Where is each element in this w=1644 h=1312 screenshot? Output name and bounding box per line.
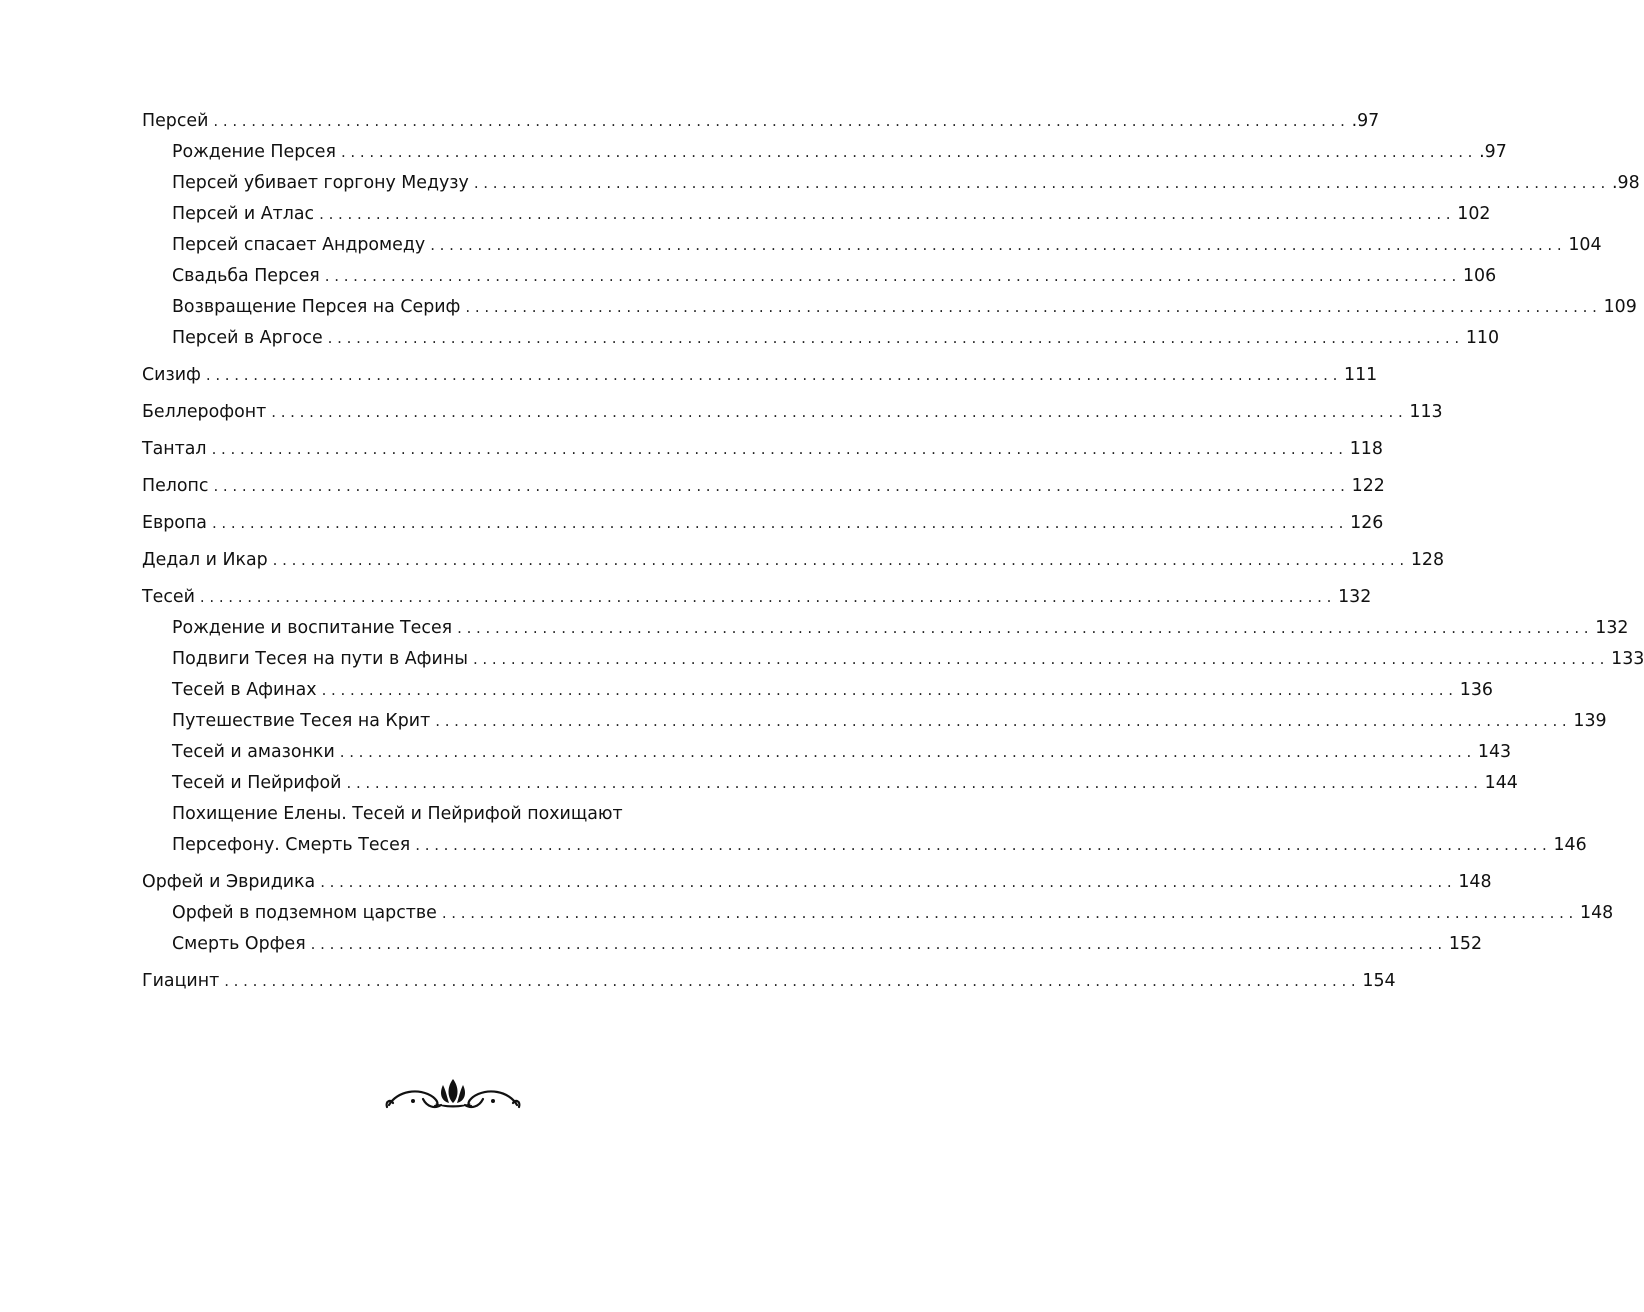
toc-entry-title: Сизиф	[142, 365, 201, 385]
dot-leader: ........................................................................................................................	[213, 477, 1350, 495]
toc-entry-title: Беллерофонт	[142, 402, 267, 422]
toc-entry-page: 102	[1457, 204, 1491, 224]
toc-entry[interactable]	[142, 230, 1602, 261]
toc-entry-page: .97	[1351, 111, 1380, 131]
toc-entry-page: 136	[1459, 680, 1493, 700]
toc-entry[interactable]	[142, 706, 1607, 737]
toc-entry[interactable]	[142, 830, 1587, 861]
toc-entry-title: Персей и Атлас	[172, 204, 315, 224]
toc-entry-page: 133	[1611, 649, 1644, 669]
toc-entry-page: .98	[1612, 173, 1640, 193]
toc-entry[interactable]	[142, 644, 1644, 675]
toc-entry-page: 110	[1465, 328, 1500, 348]
dot-leader: ........................................................................................................................	[320, 873, 1457, 891]
toc-entry-title: Свадьба Персея	[172, 266, 320, 286]
toc-entry[interactable]	[142, 613, 1629, 644]
toc-entry-page: 109	[1603, 297, 1637, 317]
dot-leader: ........................................................................................................................	[472, 650, 1610, 668]
dot-leader: ........................................................................................................................	[211, 440, 1348, 458]
toc-entry-page: 128	[1410, 550, 1445, 570]
dot-leader: ........................................................................................................................	[224, 972, 1361, 990]
toc-entry[interactable]	[142, 929, 1483, 960]
toc-entry-page: 132	[1595, 618, 1629, 638]
dot-leader: ........................................................................................................................	[435, 712, 1572, 730]
toc-entry-page: 126	[1350, 513, 1384, 533]
toc-entry[interactable]	[142, 323, 1500, 354]
toc-entry-title: Смерть Орфея	[172, 934, 306, 954]
toc-entry-page: 146	[1553, 835, 1587, 855]
dot-leader: ........................................................................................................................	[319, 205, 1456, 223]
floral-ornament-icon	[383, 1075, 523, 1115]
toc-entry-page: 113	[1409, 402, 1443, 422]
dot-leader: ........................................................................................................................	[339, 743, 1476, 761]
toc-entry-continued[interactable]	[142, 799, 760, 830]
toc-entry-page: 118	[1349, 439, 1383, 459]
toc-entry-title: Подвиги Тесея на пути в Афины	[172, 649, 468, 669]
dot-leader: ........................................................................................................................	[199, 588, 1337, 606]
toc-entry-title: Рождение Персея	[172, 142, 336, 162]
dot-leader: ........................................................................................................................	[457, 619, 1594, 637]
toc-entry-title: Гиацинт	[142, 971, 220, 991]
dot-leader: ........................................................................................................................	[205, 366, 1343, 384]
toc-entry-page: 132	[1338, 587, 1372, 607]
toc-entry-page: 111	[1344, 365, 1378, 385]
toc-entry[interactable]	[142, 675, 1493, 706]
toc-entry[interactable]	[142, 898, 1614, 929]
toc-entry-title: Орфей и Эвридика	[142, 872, 316, 892]
toc-entry-title: Тесей	[142, 587, 195, 607]
toc-entry[interactable]	[142, 966, 1396, 997]
toc-entry-title: Тесей и Пейрифой	[172, 773, 342, 793]
toc-entry-title: Похищение Елены. Тесей и Пейрифой похищают	[172, 804, 623, 824]
dot-leader: ........................................................................................................................	[415, 836, 1552, 854]
toc-entry-page: 152	[1448, 934, 1483, 954]
dot-leader: ........................................................................................................................	[310, 935, 1447, 953]
dot-leader: ........................................................................................................................	[271, 403, 1408, 421]
toc-entry-title: Персей спасает Андромеду	[172, 235, 426, 255]
toc-entry[interactable]	[142, 137, 1507, 168]
dot-leader: ........................................................................................................................	[272, 551, 1409, 569]
toc-entry-title: Тесей в Афинах	[172, 680, 317, 700]
toc-entry-page: 148	[1458, 872, 1492, 892]
toc-entry-title: Персей убивает горгону Медузу	[172, 173, 469, 193]
toc-entry-page: 122	[1351, 476, 1385, 496]
dot-leader: ........................................................................................................................	[211, 514, 1349, 532]
toc-entry-title: Орфей в подземном царстве	[172, 903, 437, 923]
toc-entry[interactable]	[142, 471, 1385, 502]
toc-entry-page: 106	[1462, 266, 1497, 286]
toc-entry-page: 154	[1362, 971, 1396, 991]
dot-leader: ........................................................................................................................	[473, 174, 1611, 192]
dot-leader: ........................................................................................................................	[324, 267, 1461, 285]
toc-entry[interactable]	[142, 360, 1378, 391]
toc-entry-page: 144	[1484, 773, 1518, 793]
toc-entry-title: Европа	[142, 513, 207, 533]
toc-entry[interactable]	[142, 582, 1372, 613]
toc-entry[interactable]	[142, 397, 1443, 428]
toc-entry-title: Возвращение Персея на Сериф	[172, 297, 461, 317]
toc-entry[interactable]	[142, 867, 1492, 898]
toc-entry-page: 143	[1477, 742, 1512, 762]
dot-leader: ........................................................................................................................	[430, 236, 1567, 254]
toc-entry-title: Дедал и Икар	[142, 550, 268, 570]
toc-entry[interactable]	[142, 434, 1383, 465]
toc-entry-page: 104	[1568, 235, 1602, 255]
toc-entry[interactable]	[142, 292, 1637, 323]
toc-entry-title: Тантал	[142, 439, 207, 459]
dot-leader: ........................................................................................................................	[213, 112, 1350, 130]
toc-entry-page: .97	[1479, 142, 1507, 162]
toc-entry-title: Путешествие Тесея на Крит	[172, 711, 431, 731]
table-of-contents	[142, 106, 1644, 997]
toc-entry-page: 139	[1573, 711, 1607, 731]
toc-entry[interactable]	[142, 768, 1518, 799]
dot-leader: ........................................................................................................................	[441, 904, 1579, 922]
toc-entry[interactable]	[142, 106, 1380, 137]
toc-entry[interactable]	[142, 168, 1640, 199]
dot-leader: ........................................................................................................................	[327, 329, 1464, 347]
dot-leader: ........................................................................................................................	[340, 143, 1478, 161]
toc-entry-title: Тесей и амазонки	[172, 742, 335, 762]
dot-leader: ........................................................................................................................	[465, 298, 1602, 316]
toc-entry-title: Персефону. Смерть Тесея	[172, 835, 411, 855]
dot-leader: ........................................................................................................................	[321, 681, 1458, 699]
toc-entry-title: Пелопс	[142, 476, 209, 496]
toc-entry-page: 148	[1580, 903, 1614, 923]
toc-entry[interactable]	[142, 545, 1445, 576]
dot-leader: ........................................................................................................................	[346, 774, 1483, 792]
toc-entry[interactable]	[142, 199, 1491, 230]
toc-entry-title: Рождение и воспитание Тесея	[172, 618, 453, 638]
toc-entry[interactable]	[142, 261, 1497, 292]
toc-entry[interactable]	[142, 508, 1384, 539]
toc-entry-title: Персей в Аргосе	[172, 328, 323, 348]
toc-entry-title: Персей	[142, 111, 209, 131]
toc-entry[interactable]	[142, 737, 1512, 768]
